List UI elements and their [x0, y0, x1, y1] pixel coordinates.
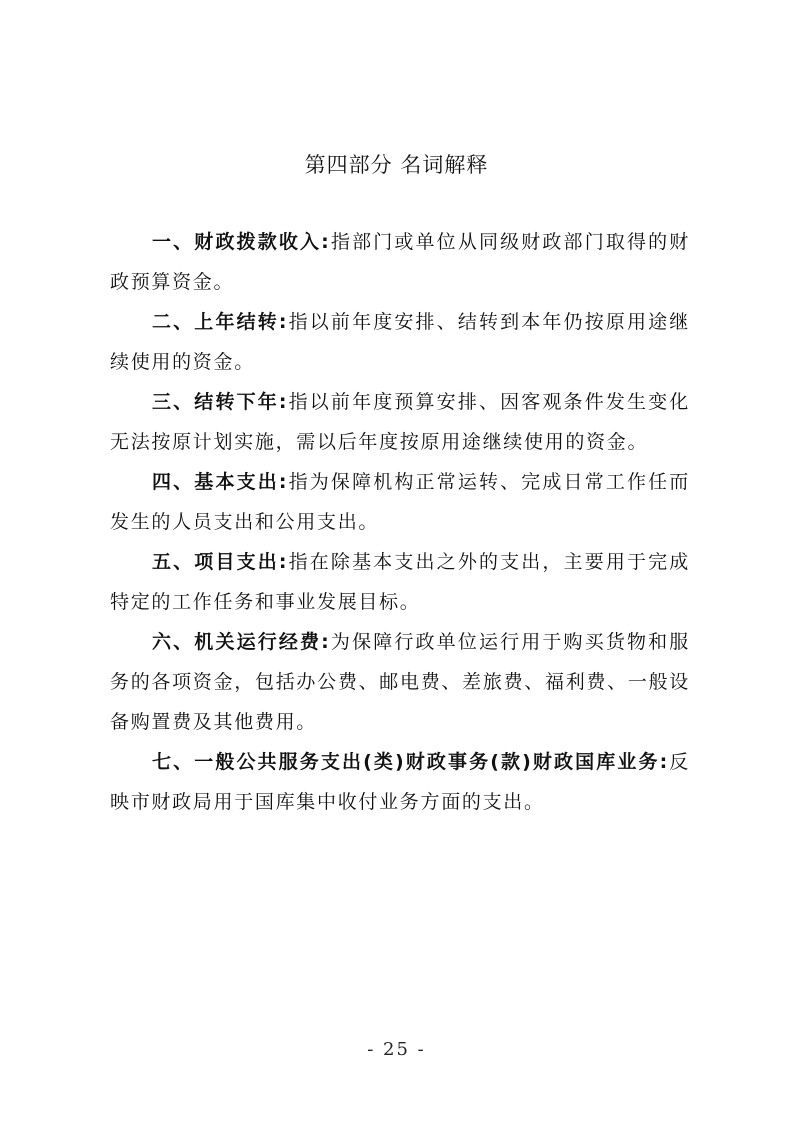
- glossary-definition: 指在除基本支出之外的支出，主要用于完成特定的工作任务和事业发展目标。: [110, 551, 690, 613]
- glossary-entry-6: [110, 622, 690, 742]
- glossary-definition: 指部门或单位从同级财政部门取得的财政预算资金。: [110, 231, 690, 293]
- glossary-entry-2: [110, 302, 690, 382]
- glossary-term: 四、基本支出:: [152, 471, 289, 493]
- glossary-entry-7: [110, 742, 690, 822]
- glossary-term: 三、结转下年:: [152, 391, 289, 413]
- glossary-entry-1: [110, 222, 690, 302]
- glossary-definition: 指以前年度安排、结转到本年仍按原用途继续使用的资金。: [110, 311, 690, 373]
- glossary-term: 七、一般公共服务支出(类)财政事务(款)财政国库业务:: [152, 751, 669, 773]
- glossary-term: 二、上年结转:: [152, 311, 289, 333]
- glossary-entry-4: [110, 462, 690, 542]
- glossary-definition: 指为保障机构正常运转、完成日常工作任而发生的人员支出和公用支出。: [110, 471, 690, 533]
- page-title: 第四部分 名词解释: [304, 153, 489, 177]
- glossary-term: 六、机关运行经费:: [152, 631, 331, 653]
- glossary-definition: 指以前年度预算安排、因客观条件发生变化无法按原计划实施，需以后年度按原用途继续使用的资金。: [110, 391, 690, 453]
- glossary-entry-5: [110, 542, 690, 622]
- glossary-term: 五、项目支出:: [152, 551, 289, 573]
- glossary-term: 一、财政拨款收入:: [152, 231, 331, 253]
- glossary-definition: 为保障行政单位运行用于购买货物和服务的各项资金，包括办公费、邮电费、差旅费、福利费、一般设备购置费及其他费用。: [110, 631, 690, 733]
- glossary-list: [110, 222, 690, 822]
- glossary-entry-3: [110, 382, 690, 462]
- glossary-definition: 反映市财政局用于国库集中收付业务方面的支出。: [110, 751, 691, 813]
- page-number: - 25 -: [367, 1039, 426, 1060]
